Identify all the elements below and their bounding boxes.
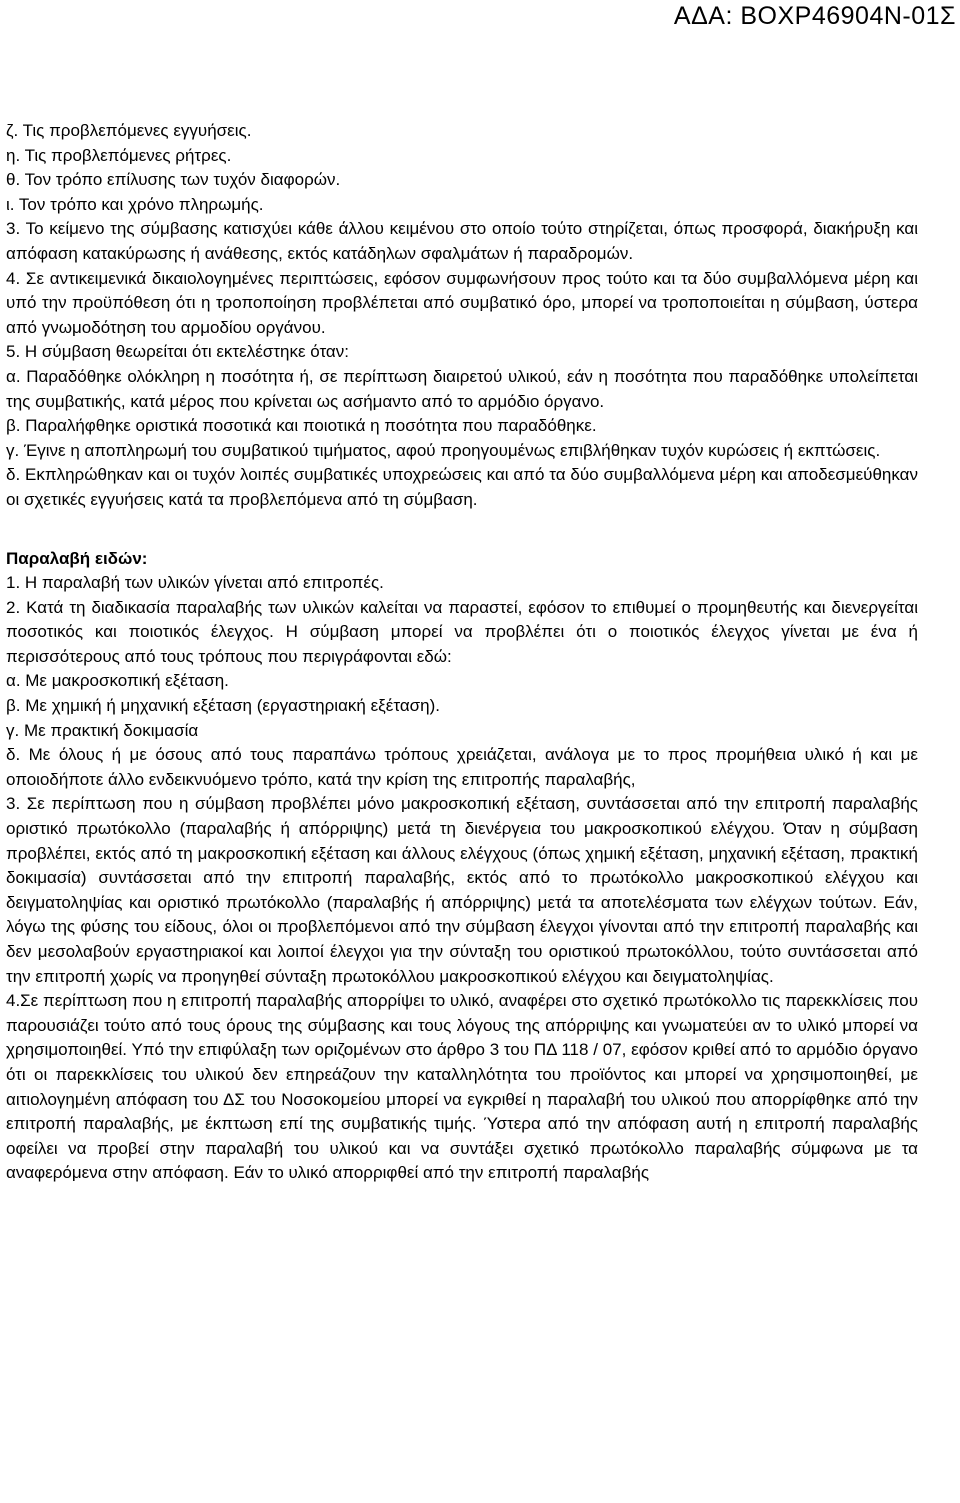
paragraph: 2. Κατά τη διαδικασία παραλαβής των υλικών καλείται να παραστεί, εφόσον το επιθυμεί ο προμηθευτής και διενεργείται ποσοτικός και ποιοτικός έλεγχος. Η σύμβαση μπορεί να προβλέπει ότι ο ποιοτικός έλεγχος γίνεται με ένα ή περισσότερους από τους τρόπους που περιγράφονται εδώ: [6,597,918,666]
paragraph: α. Με μακροσκοπική εξέταση. [6,671,229,691]
list-item: η. Τις προβλεπόμενες ρήτρες. [6,145,232,165]
section-title: Παραλαβή ειδών: [6,548,148,568]
list-item: θ. Τον τρόπο επίλυσης των τυχόν διαφορών. [6,170,341,190]
paragraph: β. Με χημική ή μηχανική εξέταση (εργαστηριακή εξέταση). [6,696,440,716]
paragraph: 3. Το κείμενο της σύμβασης κατισχύει κάθε άλλου κειμένου στο οποίο τούτο στηρίζεται, όπως προσφορά, διακήρυξη και απόφαση κατακύρωσης ή ανάθεσης, εκτός κατάδηλων σφαλμάτων ή παραδρομών. [6,219,918,263]
document-code: ΑΔΑ: ΒΟΧΡ46904Ν-01Σ [673,2,956,30]
paragraph: β. Παραλήφθηκε οριστικά ποσοτικά και ποιοτικά η ποσότητα που παραδόθηκε. [6,416,597,436]
paragraph: δ. Εκπληρώθηκαν και οι τυχόν λοιπές συμβατικές υποχρεώσεις και από τα δύο συμβαλλόμενα μέρη και αποδεσμεύθηκαν οι σχετικές εγγυήσεις κατά τα προβλεπόμενα από τη σύμβαση. [6,465,918,509]
list-item: ι. Τον τρόπο και χρόνο πληρωμής. [6,194,264,214]
paragraph: 4. Σε αντικειμενικά δικαιολογημένες περιπτώσεις, εφόσον συμφωνήσουν προς τούτο και τα δύο συμβαλλόμενα μέρη και υπό την προϋπόθεση ότι η τροποποίηση προβλέπεται από συμβατικό όρο, μπορεί να τροποποιείται η σύμβαση, ύστερα από γνωμοδότηση του αρμοδίου οργάνου. [6,268,918,337]
list-item: ζ. Τις προβλεπόμενες εγγυήσεις. [6,121,252,140]
paragraph: 3. Σε περίπτωση που η σύμβαση προβλέπει μόνο μακροσκοπική εξέταση, συντάσσεται από την επιτροπή παραλαβής οριστικό πρωτόκολλο (παραλαβής ή απόρριψης) μετά τη διενέργεια του μακροσκοπικού ελέγχου. Όταν η σύμβαση προβλέπει, εκτός από τη μακροσκοπική εξέταση και άλλους ελέγχους (όπως χημική εξέταση, μηχανική εξέταση, πρακτική δοκιμασία) συντάσσεται από την επιτροπή παραλαβής, εκτός από το πρωτόκολλο μακροσκοπικού ελέγχου και δειγματοληψίας και οριστικό πρωτόκολλο (παραλαβής ή απόρριψης) μετά τα αποτελέσματα των ελέγχων τούτων. Εάν, λόγω της φύσης του είδους, όλοι οι προβλεπόμενοι από την σύμβαση έλεγχοι γίνονται από την επιτροπή παραλαβής και δεν μεσολαβούν εργαστηριακοί και λοιποί έλεγχοι για την σύνταξη του οριστικού πρωτοκόλλου, τούτο συντάσσεται από την επιτροπή χωρίς να προηγηθεί σύνταξη πρωτοκόλλου μακροσκοπικού ελέγχου και δειγματοληψίας. [6,794,918,986]
paragraph: 4.Σε περίπτωση που η επιτροπή παραλαβής απορρίψει το υλικό, αναφέρει στο σχετικό πρωτόκολλο τις παρεκκλίσεις που παρουσιάζει τούτο από τους όρους της σύμβασης και τους λόγους της απόρριψης και γνωματεύει αν το υλικό μπορεί να χρησιμοποιηθεί. Υπό την επιφύλαξη των οριζομένων στο άρθρο 3 του ΠΔ 118 / 07, εφόσον κριθεί από το αρμόδιο όργανο ότι οι παρεκκλίσεις του υλικού δεν επηρεάζουν την καταλληλότητα του προϊόντος και μπορεί να χρησιμοποιηθεί, με αιτιολογημένη απόφαση του ΔΣ του Νοσοκομείου μπορεί να εγκριθεί η παραλαβή του υλικού που απορρίφθηκε από την επιτροπή παραλαβής, με έκπτωση επί της συμβατικής τιμής. Ύστερα από την απόφαση αυτή η επιτροπή παραλαβής οφείλει να προβεί στην παραλαβή του υλικού και να συντάξει σχετικό πρωτόκολλο παραλαβής σύμφωνα με τα αναφερόμενα στην απόφαση. Εάν το υλικό απορριφθεί από την επιτροπή παραλαβής [6,991,918,1183]
spacer [6,513,918,547]
paragraph: δ. Με όλους ή με όσους από τους παραπάνω τρόπους χρειάζεται, ανάλογα με το προς προμήθεια υλικό ή και με οποιοδήποτε άλλο ενδεικνυόμενο τρόπο, κατά την κρίση της επιτροπής παραλαβής, [6,745,918,789]
paragraph: γ. Με πρακτική δοκιμασία [6,720,199,740]
paragraph: α. Παραδόθηκε ολόκληρη η ποσότητα ή, σε περίπτωση διαιρετού υλικού, εάν η ποσότητα που παραδόθηκε υπολείπεται της συμβατικής, κατά μέρος που κρίνεται ως ασήμαντο από το αρμόδιο όργανο. [6,366,918,411]
paragraph: γ. Έγινε η αποπληρωμή του συμβατικού τιμήματος, αφού προηγουμένως επιβλήθηκαν τυχόν κυρώσεις ή εκπτώσεις. [6,440,881,460]
paragraph: 1. Η παραλαβή των υλικών γίνεται από επιτροπές. [6,573,384,593]
paragraph: 5. Η σύμβαση θεωρείται ότι εκτελέστηκε όταν: [6,342,349,362]
document-body [6,119,918,1186]
